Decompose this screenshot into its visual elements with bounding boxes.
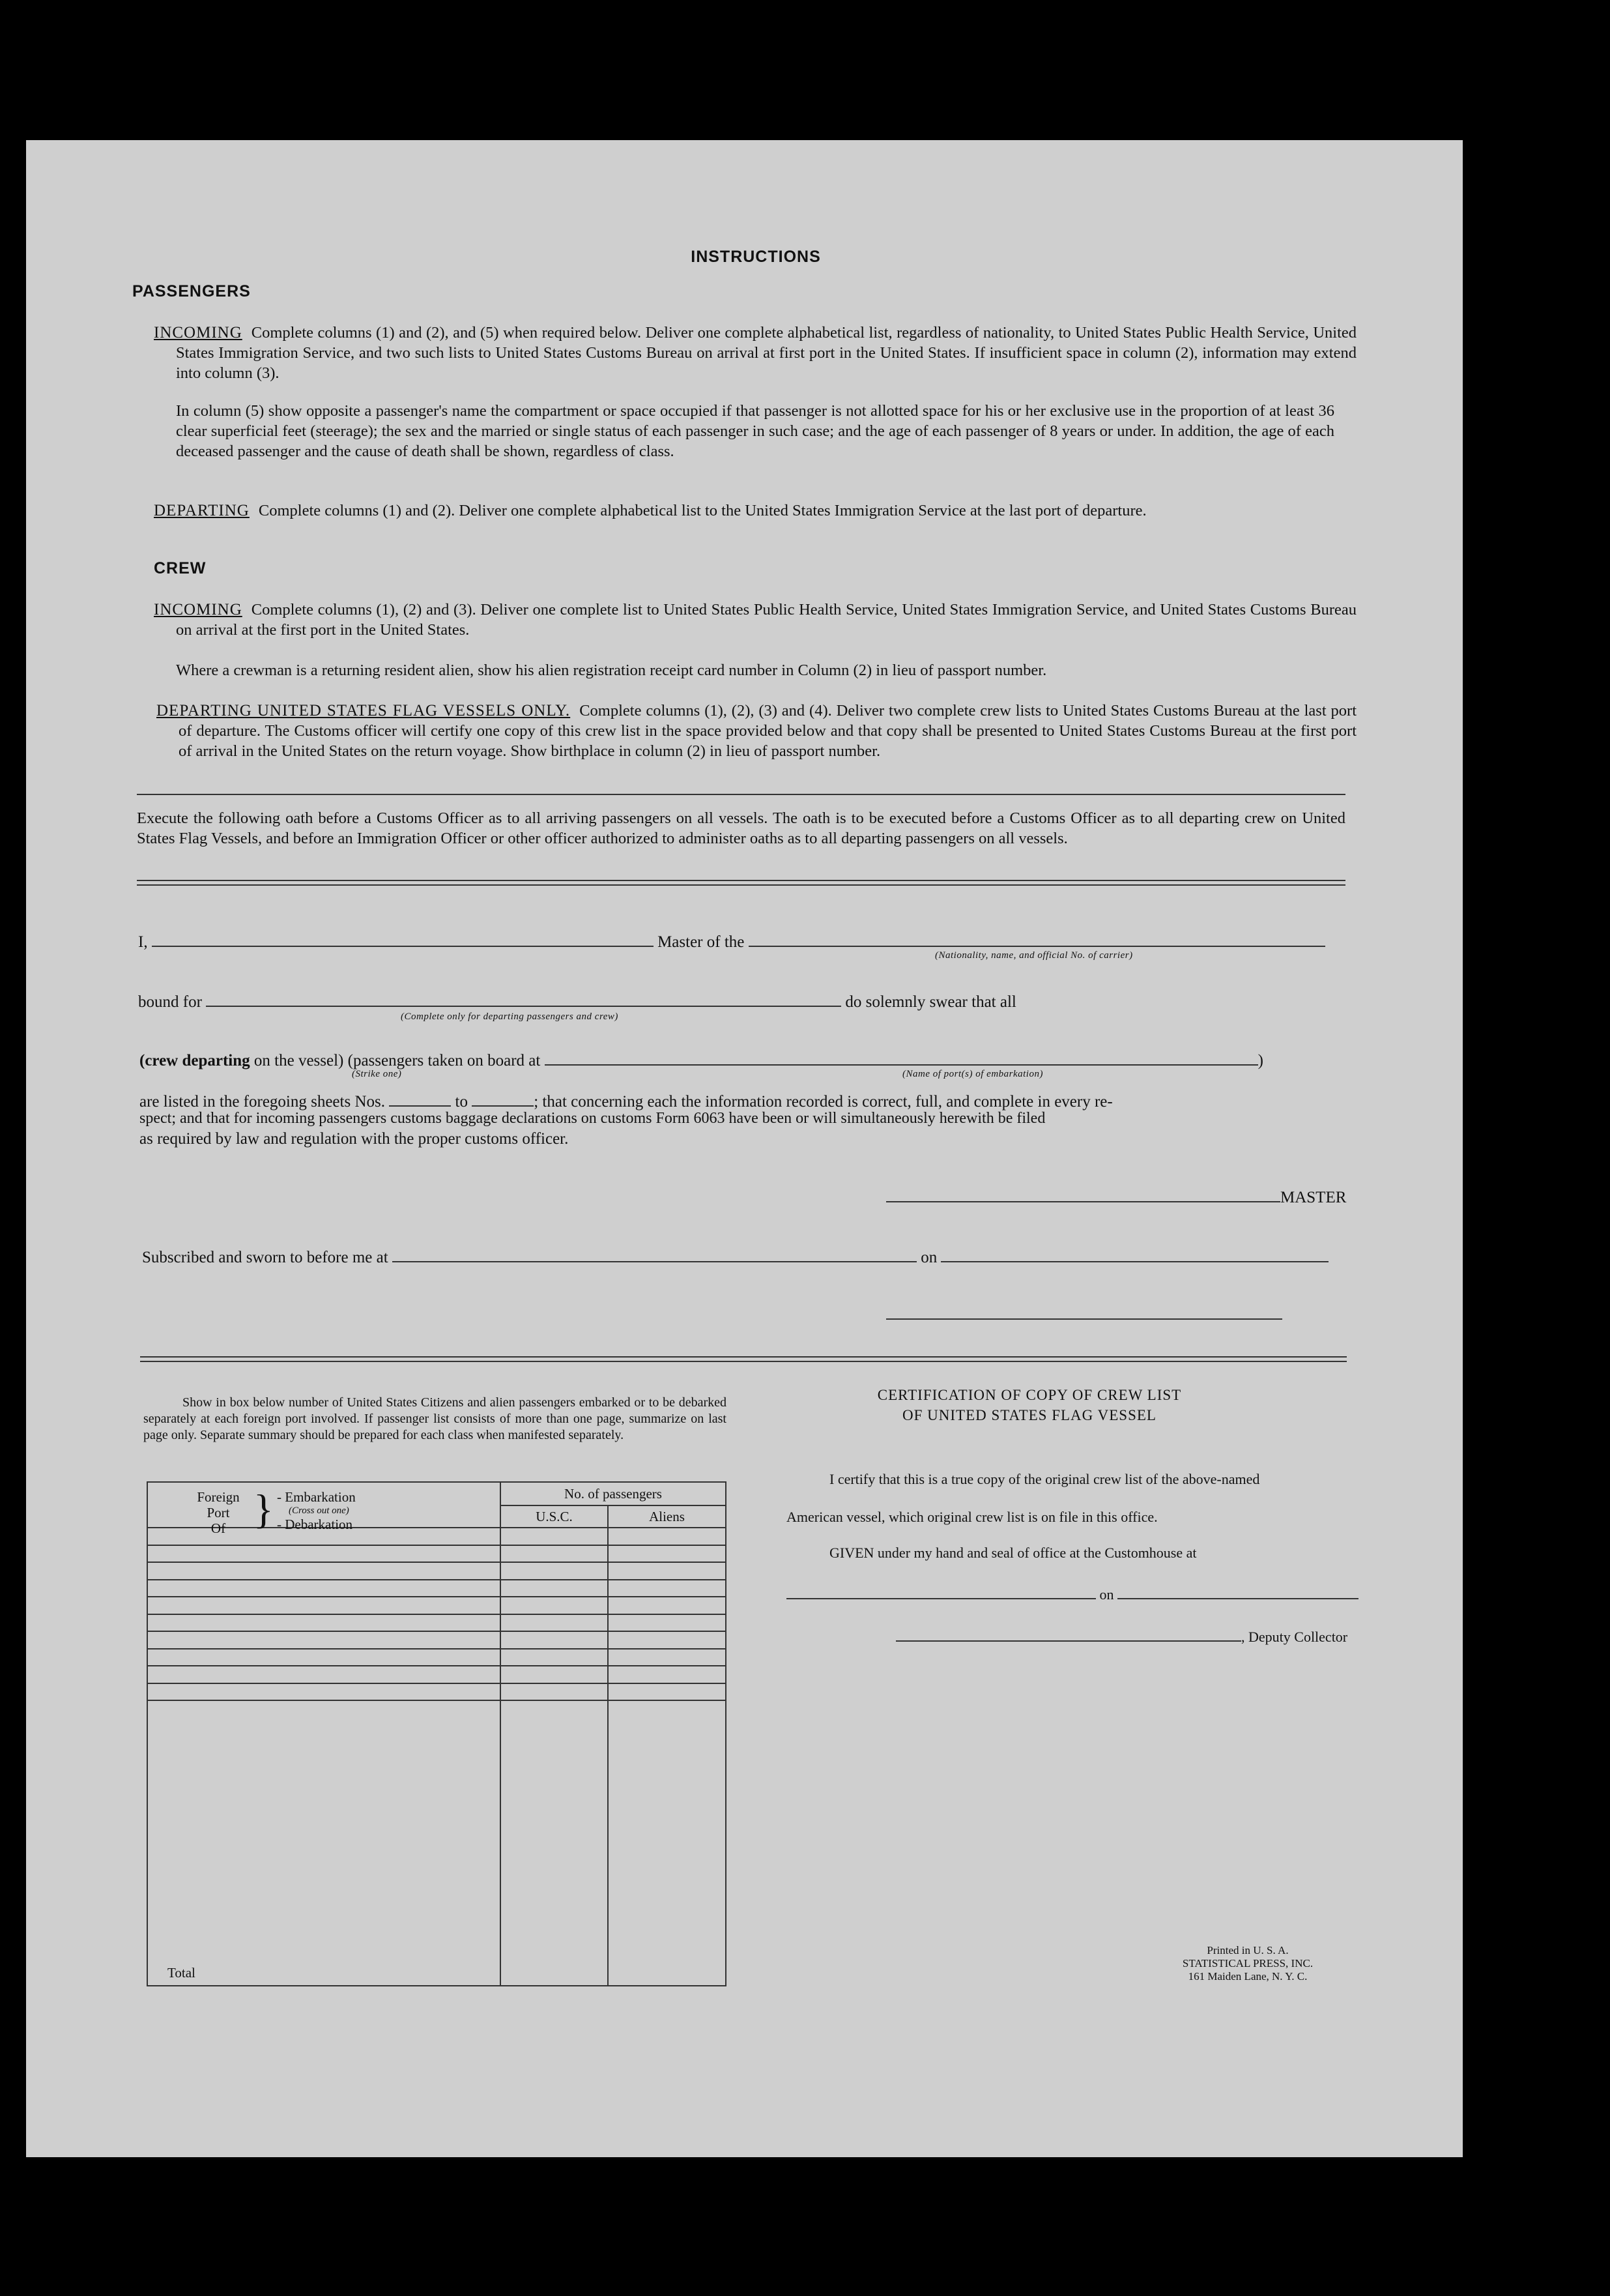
- no-passengers-header: No. of passengers: [500, 1482, 726, 1505]
- usc-total-cell[interactable]: [500, 1700, 608, 1986]
- passengers-incoming-label: INCOMING: [154, 324, 242, 341]
- aliens-cell[interactable]: [608, 1580, 726, 1597]
- port-cell[interactable]: [147, 1562, 500, 1580]
- brace-icon: }: [253, 1486, 274, 1532]
- usc-cell[interactable]: [500, 1528, 608, 1545]
- execute-oath-paragraph: Execute the following oath before a Customs Officer as to all arriving passengers on all vessels. The oath is to be executed before a Customs Officer as to all departing crew on United States Flag Vessels, and before an Immigration Officer or other officer authorized to administer oaths as to all departing passengers on all vessels.: [137, 809, 1345, 847]
- bound-for-text: bound for: [138, 993, 202, 1011]
- oath-i: I,: [138, 933, 148, 951]
- master-of-the-text: Master of the: [657, 933, 745, 951]
- passengers-heading: PASSENGERS: [132, 282, 251, 300]
- bound-for-field[interactable]: [206, 989, 841, 1007]
- table-row: [147, 1580, 726, 1597]
- port-cell[interactable]: [147, 1631, 500, 1649]
- table-row: [147, 1683, 726, 1701]
- instructions-title: INSTRUCTIONS: [691, 248, 821, 266]
- port-note: (Name of port(s) of embarkation): [902, 1069, 1043, 1079]
- table-row: [147, 1614, 726, 1632]
- usc-cell[interactable]: [500, 1580, 608, 1597]
- aliens-total-cell[interactable]: [608, 1700, 726, 1986]
- on-vessel-text: on the vessel) (passengers taken on board at: [253, 1052, 541, 1069]
- cross-out-note: (Cross out one): [289, 1505, 349, 1516]
- flag-vessels-text: Complete columns (1), (2), (3) and (4). Deliver two complete crew lists to United States Customs Bureau at the last port of departure. The Customs officer will certify one copy of this crew list in the space provided below and that copy shall be presented to United States Customs Bureau at the first port of arrival in the United States on the return voyage. Show birthplace in column (2) in lieu of passport number.: [179, 702, 1357, 760]
- port-cell[interactable]: [147, 1580, 500, 1597]
- summary-note: Show in box below number of United States Citizens and alien passengers embarked or to be debarked separately at each foreign port involved. If passenger list consists of more than one page, summarize on last page only. Separate summary should be prepared for each class when manifested separately.: [143, 1395, 726, 1442]
- listed-text-1: are listed in the foregoing sheets Nos.: [139, 1093, 385, 1111]
- imprint-line-3: 161 Maiden Lane, N. Y. C.: [1188, 1970, 1308, 1983]
- deputy-line: [896, 1626, 1347, 1647]
- listed-text-3: spect; and that for incoming passengers customs baggage declarations on customs Form 6063 have been or will simultaneously herewith be filed: [139, 1110, 1046, 1127]
- flag-vessels-label: DEPARTING UNITED STATES FLAG VESSELS ONLY.: [156, 702, 571, 719]
- listed-text-4: as required by law and regulation with the proper customs officer.: [139, 1130, 569, 1148]
- close-paren: ): [1258, 1052, 1263, 1069]
- port-header-cell: [147, 1482, 500, 1536]
- deputy-signature-field[interactable]: [896, 1626, 1241, 1642]
- imprint-line-1: Printed in U. S. A.: [1207, 1944, 1289, 1956]
- port-label: Port: [207, 1505, 230, 1520]
- officer-signature-field[interactable]: [886, 1318, 1282, 1320]
- port-cell[interactable]: [147, 1545, 500, 1563]
- passengers-departing-text: Complete columns (1) and (2). Deliver one complete alphabetical list to the United States Immigration Service at the last port of departure.: [258, 502, 1147, 519]
- cert-on-text: on: [1099, 1586, 1114, 1603]
- column5-paragraph: In column (5) show opposite a passenger's name the compartment or space occupied if that passenger is not allotted space for his or her exclusive use in the proportion of at least 36 clear superficial feet (steerage); the sex and the married or single status of each passenger in such case; and the age of each passenger of 8 years or under. In addition, the age of each deceased passenger and the cause of death shall be shown, regardless of class.: [176, 402, 1334, 460]
- crewman-paragraph: Where a crewman is a returning resident alien, show his alien registration receipt card number in Column (2) in lieu of passport number.: [176, 661, 1047, 679]
- aliens-cell[interactable]: [608, 1614, 726, 1632]
- oath-line-bound: [138, 989, 1016, 1012]
- deputy-collector-label: , Deputy Collector: [1241, 1629, 1348, 1645]
- usc-cell[interactable]: [500, 1649, 608, 1666]
- passengers-departing-paragraph: [154, 501, 1357, 521]
- total-row: [147, 1700, 726, 1986]
- aliens-cell[interactable]: [608, 1631, 726, 1649]
- usc-cell[interactable]: [500, 1683, 608, 1701]
- debarkation-label: - Debarkation: [277, 1517, 353, 1532]
- port-cell[interactable]: [147, 1666, 500, 1683]
- certification-title-1: CERTIFICATION OF COPY OF CREW LIST: [877, 1387, 1182, 1403]
- swear-text: do solemnly swear that all: [845, 993, 1016, 1011]
- divider: [137, 884, 1345, 886]
- table-row: [147, 1649, 726, 1666]
- certify-text-2: American vessel, which original crew list is on file in this office.: [786, 1509, 1158, 1525]
- aliens-cell[interactable]: [608, 1562, 726, 1580]
- total-label: Total: [147, 1700, 500, 1986]
- crew-departing-text: (crew departing: [139, 1052, 250, 1069]
- aliens-cell[interactable]: [608, 1597, 726, 1614]
- sheets-from-field[interactable]: [389, 1088, 451, 1107]
- flag-vessels-paragraph: [156, 701, 1357, 761]
- given-text: GIVEN under my hand and seal of office at the Customhouse at: [829, 1545, 1197, 1561]
- to-text: to: [455, 1093, 468, 1111]
- usc-cell[interactable]: [500, 1562, 608, 1580]
- sworn-date-field[interactable]: [941, 1244, 1329, 1262]
- crew-incoming-text: Complete columns (1), (2) and (3). Deliver one complete list to United States Public Health Service, United States Immigration Service, and United States Customs Bureau on arrival at the first port in the United States.: [176, 601, 1357, 639]
- foreign-label: Foreign: [197, 1489, 240, 1505]
- printer-imprint: [1163, 1944, 1332, 1983]
- aliens-cell[interactable]: [608, 1666, 726, 1683]
- divider: [137, 794, 1345, 795]
- cert-date-field[interactable]: [1117, 1584, 1358, 1599]
- aliens-cell[interactable]: [608, 1683, 726, 1701]
- carrier-field[interactable]: [749, 929, 1325, 947]
- usc-cell[interactable]: [500, 1597, 608, 1614]
- table-row: [147, 1631, 726, 1649]
- divider: [137, 880, 1345, 881]
- sworn-at-field[interactable]: [392, 1244, 917, 1262]
- divider: [140, 1356, 1347, 1358]
- sheets-to-field[interactable]: [472, 1088, 534, 1107]
- master-label: MASTER: [1280, 1189, 1347, 1206]
- passengers-incoming-text: Complete columns (1) and (2), and (5) when required below. Deliver one complete alphabetical list, regardless of nationality, to United States Public Health Service, United States Immigration Service, and two such lists to United States Customs Bureau on arrival at first port in the United States. If insufficient space in column (2), information may extend into column (3).: [176, 324, 1357, 382]
- table-row: [147, 1666, 726, 1683]
- table-row: [147, 1545, 726, 1563]
- embarkation-label: - Embarkation: [277, 1489, 356, 1505]
- subscribed-line: [142, 1244, 1329, 1268]
- listed-text-2: ; that concerning each the information recorded is correct, full, and complete in every re-: [534, 1093, 1113, 1111]
- strike-one-note: (Strike one): [352, 1069, 402, 1079]
- of-label: Of: [210, 1520, 226, 1536]
- usc-cell[interactable]: [500, 1614, 608, 1632]
- aliens-cell[interactable]: [608, 1528, 726, 1545]
- customhouse-line: [786, 1584, 1358, 1605]
- divider: [140, 1361, 1347, 1362]
- crew-incoming-paragraph: [154, 600, 1357, 640]
- form-page: [26, 140, 1463, 2157]
- nationality-note: (Nationality, name, and official No. of carrier): [935, 950, 1133, 961]
- crew-incoming-label: INCOMING: [154, 601, 242, 618]
- certify-text-1: I certify that this is a true copy of the original crew list of the above-named: [829, 1471, 1260, 1487]
- port-cell[interactable]: [147, 1683, 500, 1701]
- certification-title: [769, 1385, 1290, 1425]
- imprint-line-2: STATISTICAL PRESS, INC.: [1182, 1957, 1314, 1969]
- aliens-header: Aliens: [608, 1505, 726, 1528]
- usc-cell[interactable]: [500, 1631, 608, 1649]
- passengers-incoming-paragraph: [154, 323, 1357, 383]
- port-cell[interactable]: [147, 1614, 500, 1632]
- master-signature-line: [886, 1184, 1346, 1208]
- port-field[interactable]: [545, 1047, 1258, 1066]
- port-cell[interactable]: [147, 1649, 500, 1666]
- passengers-departing-label: DEPARTING: [154, 502, 250, 519]
- aliens-cell[interactable]: [608, 1545, 726, 1563]
- usc-cell[interactable]: [500, 1666, 608, 1683]
- on-text: on: [921, 1249, 938, 1266]
- crew-heading: CREW: [154, 559, 207, 577]
- usc-header: U.S.C.: [500, 1505, 608, 1528]
- customhouse-field[interactable]: [786, 1584, 1096, 1599]
- table-row: [147, 1562, 726, 1580]
- master-signature-field[interactable]: [886, 1184, 1280, 1202]
- complete-only-note: (Complete only for departing passengers and crew): [401, 1011, 618, 1022]
- oath-line-master: [138, 929, 1325, 952]
- passenger-summary-table: [147, 1481, 726, 1986]
- usc-cell[interactable]: [500, 1545, 608, 1563]
- aliens-cell[interactable]: [608, 1649, 726, 1666]
- oath-line-crew: [139, 1047, 1263, 1071]
- port-cell[interactable]: [147, 1597, 500, 1614]
- subscribed-text: Subscribed and sworn to before me at: [142, 1249, 388, 1266]
- table-row: [147, 1597, 726, 1614]
- certification-title-2: OF UNITED STATES FLAG VESSEL: [902, 1407, 1157, 1423]
- master-name-field[interactable]: [152, 929, 654, 947]
